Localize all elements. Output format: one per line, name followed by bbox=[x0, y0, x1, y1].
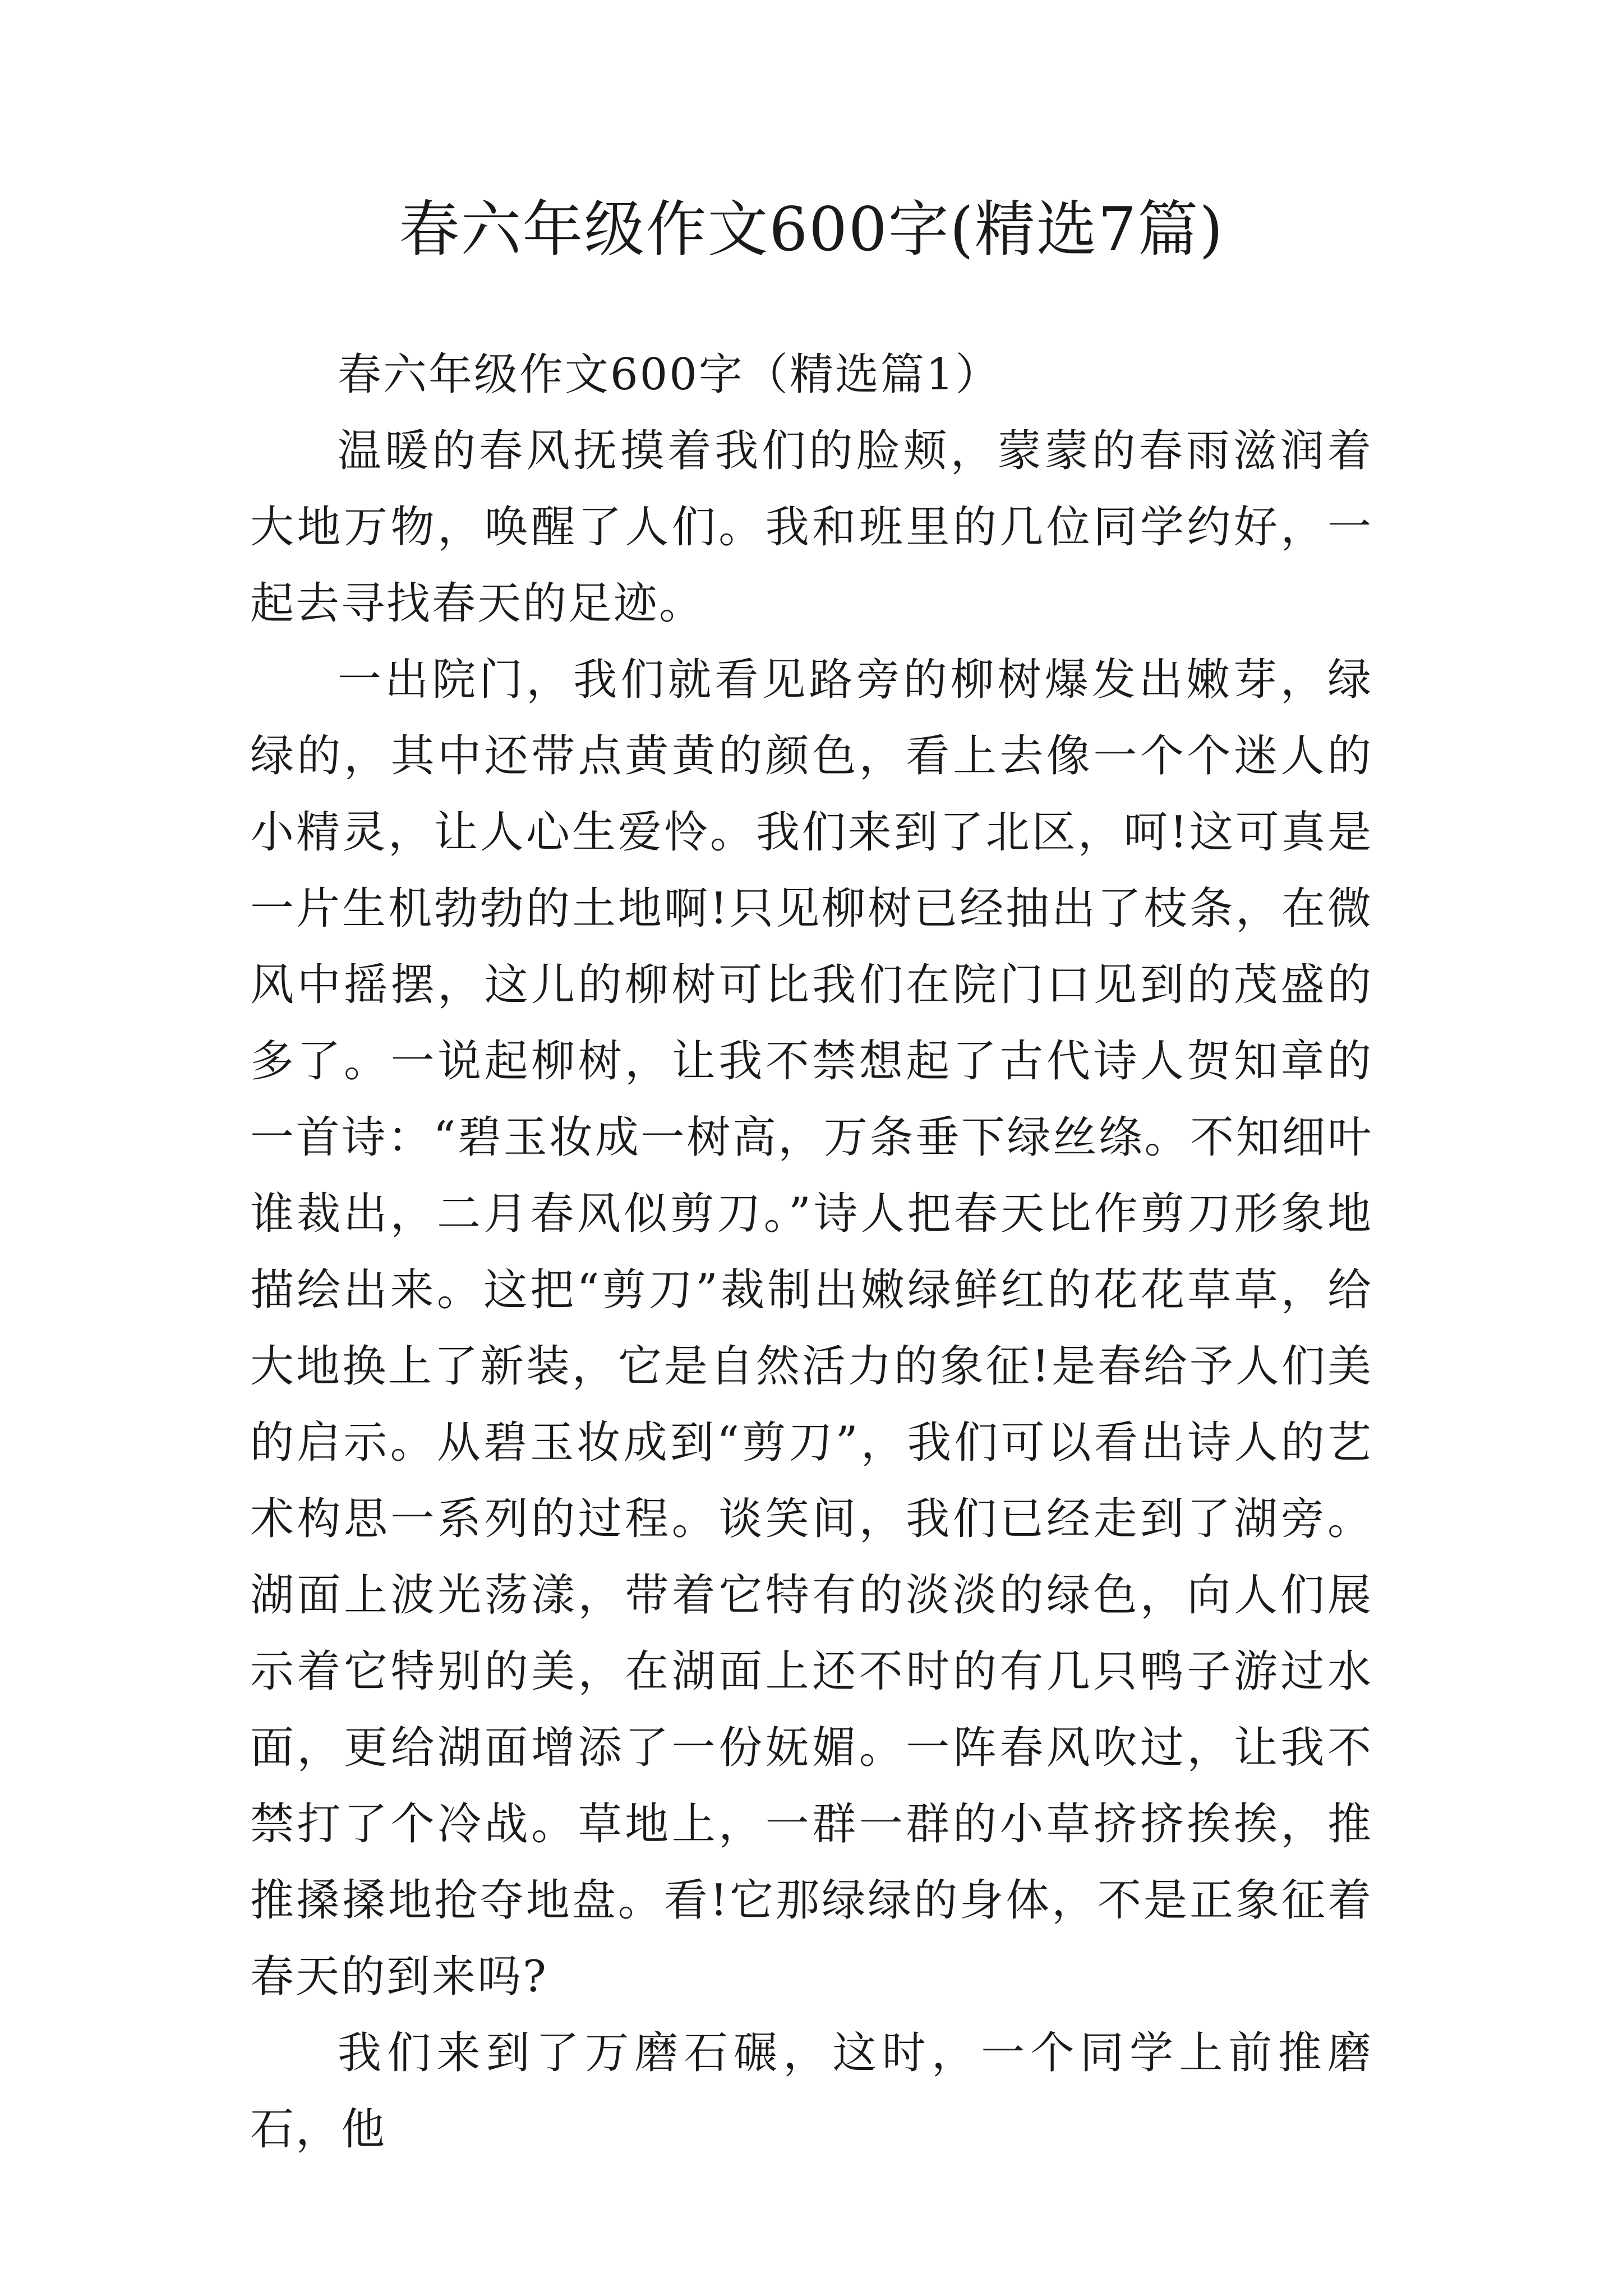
paragraph-2: 一出院门，我们就看见路旁的柳树爆发出嫩芽，绿绿的，其中还带点黄黄的颜色，看上去像一个个迷人的小精灵，让人心生爱怜。我们来到了北区，呵!这可真是一片生机勃勃的土地啊!只见柳树已经抽出了枝条，在微风中摇摆，这儿的柳树可比我们在院门口见到的茂盛的多了。一说起柳树，让我不禁想起了古代诗人贺知章的一首诗：“碧玉妆成一树高，万条垂下绿丝绦。不知细叶谁裁出，二月春风似剪刀。”诗人把春天比作剪刀形象地描绘出来。这把“剪刀”裁制出嫩绿鲜红的花花草草，给大地换上了新装，它是自然活力的象征!是春给予人们美的启示。从碧玉妆成到“剪刀”，我们可以看出诗人的艺术构思一系列的过程。谈笑间，我们已经走到了湖旁。湖面上波光荡漾，带着它特有的淡淡的绿色，向人们展示着它特别的美，在湖面上还不时的有几只鸭子游过水面，更给湖面增添了一份妩媚。一阵春风吹过，让我不禁打了个冷战。草地上，一群一群的小草挤挤挨挨，推推搡搡地抢夺地盘。看!它那绿绿的身体，不是正象征着春天的到来吗? bbox=[250, 655, 1373, 2002]
document-body bbox=[250, 337, 1373, 2244]
paragraph-1: 温暖的春风抚摸着我们的脸颊，蒙蒙的春雨滋润着大地万物，唤醒了人们。我和班里的几位同学约好，一起去寻找春天的足迹。 bbox=[250, 426, 1373, 629]
paragraph-3: 我们来到了万磨石碾，这时，一个同学上前推磨石，他 bbox=[250, 2028, 1373, 2155]
document-title: 春六年级作文600字(精选7篇) bbox=[399, 195, 1224, 265]
section-heading: 春六年级作文600字（精选篇1） bbox=[338, 349, 1001, 400]
